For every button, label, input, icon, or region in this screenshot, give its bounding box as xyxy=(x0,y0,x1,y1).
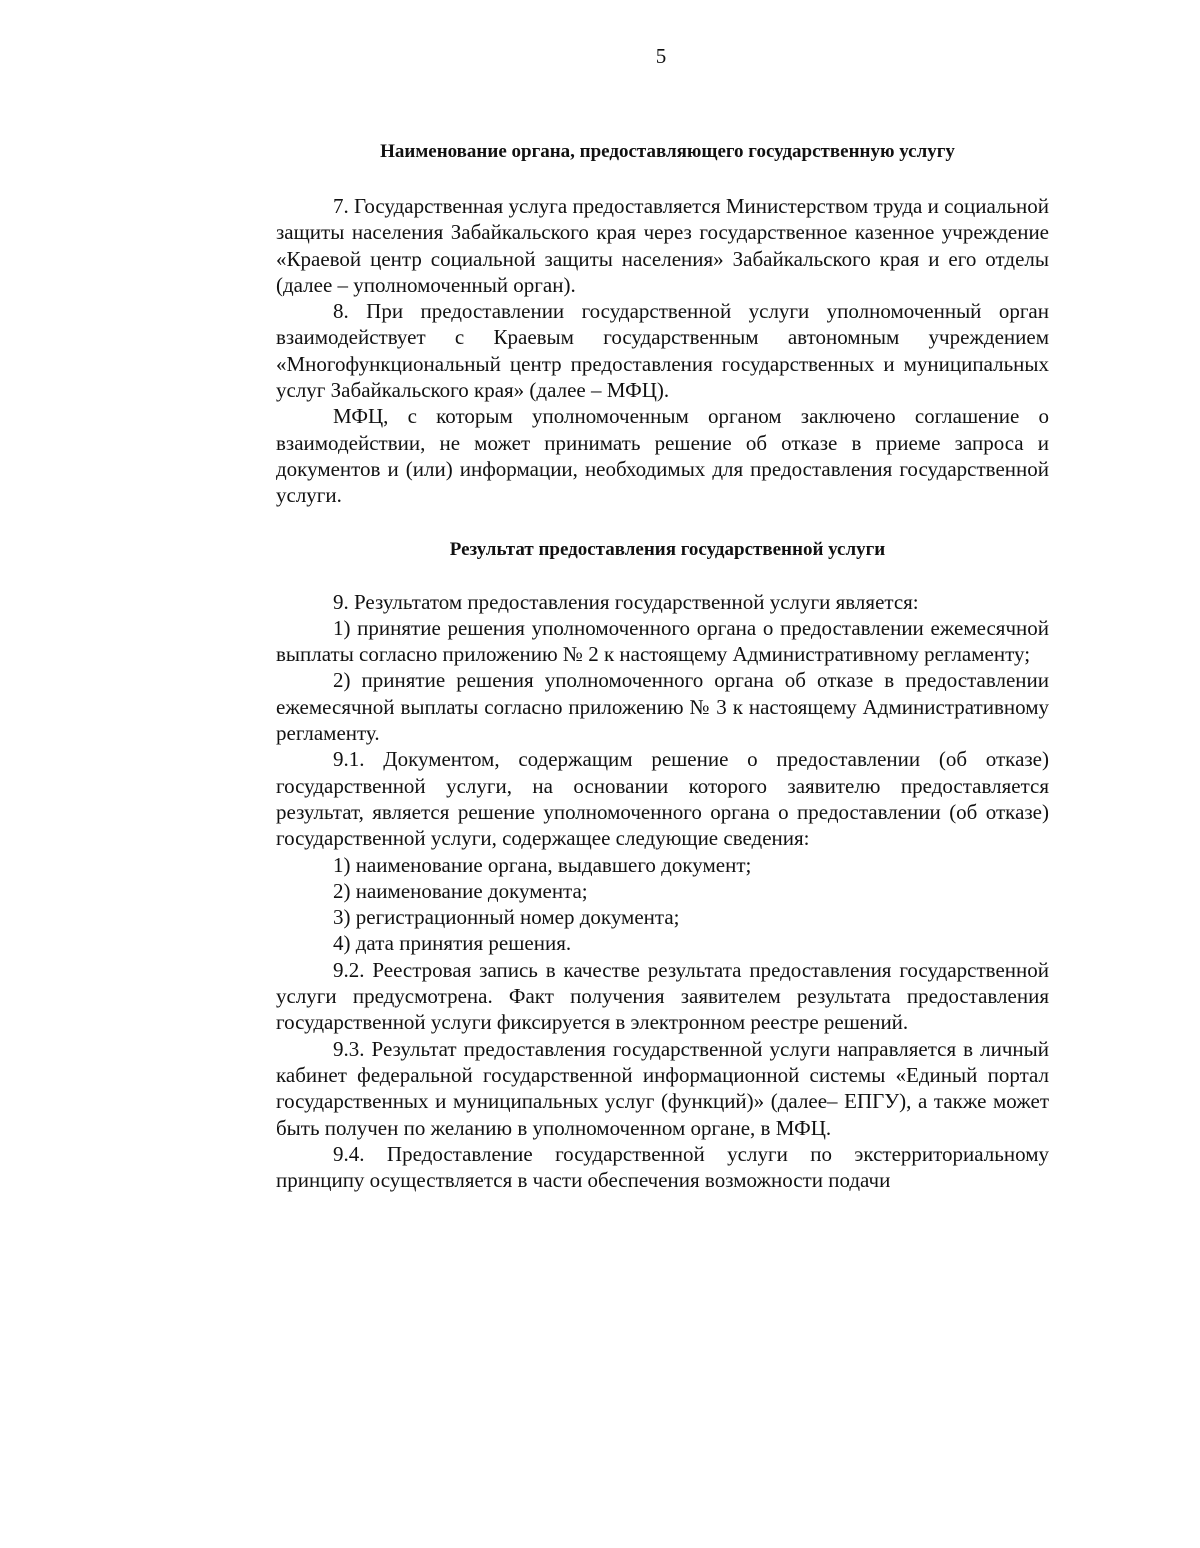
page-number: 5 xyxy=(655,44,667,68)
paragraph-9-item-2: 2) принятие решения уполномоченного органа об отказе в предоставлении ежемесячной выплаты согласно приложению № 3 к настоящему Административному регламенту. xyxy=(276,668,1049,746)
paragraph-9-1: 9.1. Документом, содержащим решение о предоставлении (об отказе) государственной услуги, на основании которого заявителю предоставляется результат, является решение уполномоченного органа о предоставлении (об отказе) государственной услуги, содержащее следующие сведения: xyxy=(276,747,1049,851)
document-body xyxy=(276,135,1049,1193)
list-item: 3) регистрационный номер документа; xyxy=(333,905,680,930)
list-item: 2) наименование документа; xyxy=(333,878,588,903)
list-item: 1) наименование органа, выдавшего документ; xyxy=(333,852,752,877)
section-heading-authority: Наименование органа, предоставляющего государственную услугу xyxy=(380,141,955,162)
paragraph-9-3: 9.3. Результат предоставления государственной услуги направляется в личный кабинет федеральной государственной информационной системы «Единый портал государственных и муниципальных услуг (функций)» (далее– ЕПГУ), а также может быть получен по желанию в уполномоченном органе, в МФЦ. xyxy=(276,1036,1049,1140)
list-item: 4) дата принятия решения. xyxy=(333,931,572,956)
section-heading-result: Результат предоставления государственной услуги xyxy=(449,538,886,560)
paragraph-9-item-1: 1) принятие решения уполномоченного органа о предоставлении ежемесячной выплаты согласно приложению № 2 к настоящему Административному регламенту; xyxy=(276,615,1049,667)
paragraph-8: 8. При предоставлении государственной услуги уполномоченный орган взаимодействует с Краевым государственным автономным учреждением «Многофункциональный центр предоставления государственных и муниципальных услуг Забайкальского края» (далее – МФЦ). xyxy=(276,299,1049,403)
paragraph-mfc: МФЦ, с которым уполномоченным органом заключено соглашение о взаимодействии, не может принимать решение об отказе в приеме запроса и документов и (или) информации, необходимых для предоставления государственной услуги. xyxy=(276,404,1049,508)
paragraph-7: 7. Государственная услуга предоставляется Министерством труда и социальной защиты населения Забайкальского края через государственное казенное учреждение «Краевой центр социальной защиты населения» Забайкальского края и его отделы (далее – уполномоченный орган). xyxy=(276,194,1049,297)
paragraph-9: 9. Результатом предоставления государственной услуги является: xyxy=(333,589,919,614)
paragraph-9-4: 9.4. Предоставление государственной услуги по экстерриториальному принципу осуществляется в части обеспечения возможности подачи xyxy=(276,1141,1049,1193)
paragraph-9-2: 9.2. Реестровая запись в качестве результата предоставления государственной услуги предусмотрена. Факт получения заявителем результата предоставления государственной услуги фиксируется в электронном реестре решений. xyxy=(276,957,1049,1035)
